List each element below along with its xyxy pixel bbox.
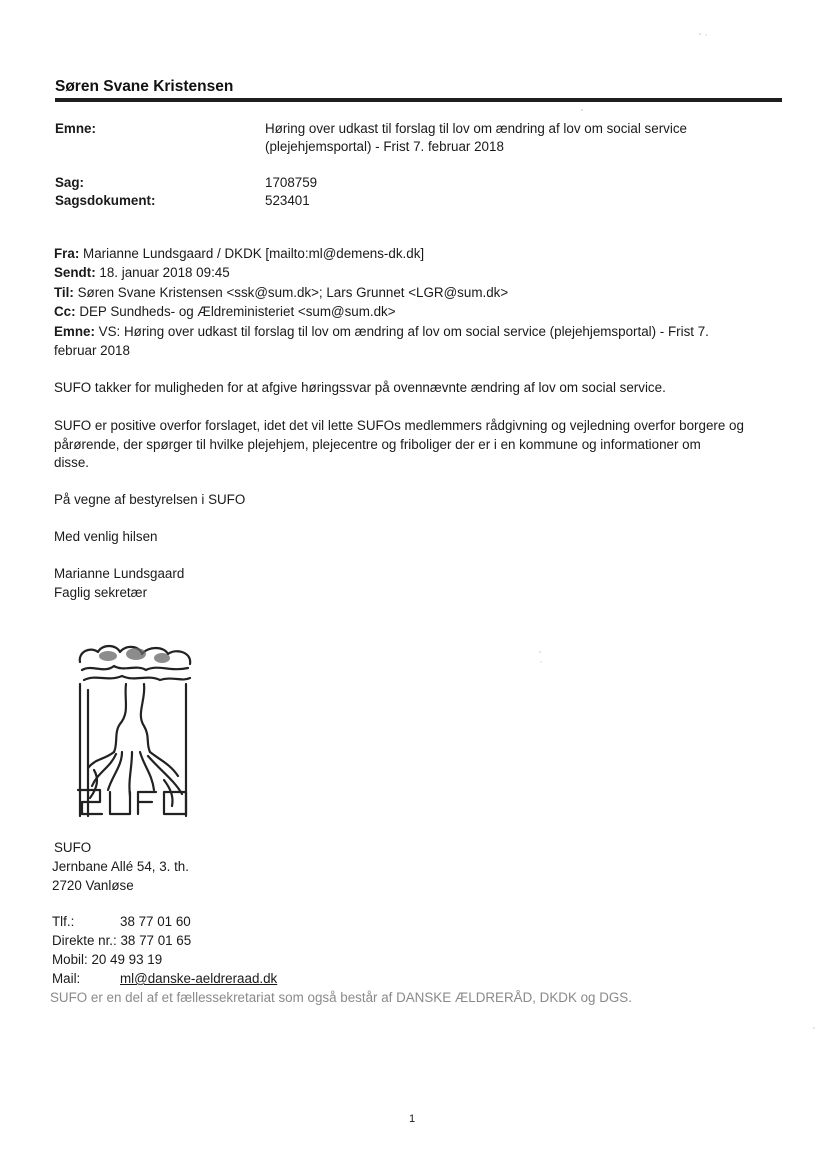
page-number: 1 xyxy=(409,1113,416,1125)
email-sent-label: Sendt: xyxy=(54,265,96,280)
contact-tel-value: 38 77 01 60 xyxy=(120,914,191,929)
meta-subject-line1: Høring over udkast til forslag til lov om ændring af lov om social service xyxy=(265,121,687,136)
logo-wordmark: SUFO xyxy=(136,638,139,639)
email-subject-line2: februar 2018 xyxy=(54,343,130,358)
email-subject-label: Emne: xyxy=(54,324,95,339)
contact-mail-label: Mail: xyxy=(52,971,81,986)
email-to-label: Til: xyxy=(54,285,74,300)
meta-case-value: 1708759 xyxy=(265,175,318,190)
signature-title: Faglig sekretær xyxy=(54,585,148,600)
meta-document-label: Sagsdokument: xyxy=(55,193,156,208)
body-paragraph-1: SUFO takker for muligheden for at afgive høringssvar på ovennævnte ændring af lov om social service. xyxy=(54,380,666,395)
contact-city: 2720 Vanløse xyxy=(52,878,134,893)
contact-mobile: Mobil: 20 49 93 19 xyxy=(52,952,163,967)
meta-case-label: Sag: xyxy=(55,175,85,190)
contact-tel-label: Tlf.: xyxy=(52,914,75,929)
email-sent-value: 18. januar 2018 09:45 xyxy=(99,265,230,280)
email-from-label: Fra: xyxy=(54,246,80,261)
sender-name-heading: Søren Svane Kristensen xyxy=(55,78,234,95)
contact-mail-link[interactable]: ml@danske-aeldreraad.dk xyxy=(120,971,278,986)
email-cc-value: DEP Sundheds- og Ældreministeriet <sum@sum.dk> xyxy=(79,304,396,319)
body-paragraph-3: På vegne af bestyrelsen i SUFO xyxy=(54,492,246,507)
contact-direct: Direkte nr.: 38 77 01 65 xyxy=(52,933,192,948)
meta-subject-label: Emne: xyxy=(55,121,96,136)
signature-name: Marianne Lundsgaard xyxy=(54,566,185,581)
contact-org: SUFO xyxy=(54,840,92,855)
email-cc-label: Cc: xyxy=(54,304,76,319)
secretariat-note: SUFO er en del af et fællessekretariat som også består af DANSKE ÆLDRERÅD, DKDK og DGS. xyxy=(50,990,632,1005)
meta-subject-line2: (plejehjemsportal) - Frist 7. februar 2018 xyxy=(265,139,504,154)
contact-street: Jernbane Allé 54, 3. th. xyxy=(52,859,189,874)
body-paragraph-2-line1: SUFO er positive overfor forslaget, idet det vil lette SUFOs medlemmers rådgivning og vejledning overfor borgere og xyxy=(54,418,744,433)
email-to-value: Søren Svane Kristensen <ssk@sum.dk>; Lars Grunnet <LGR@sum.dk> xyxy=(77,285,509,300)
body-paragraph-2-line2: pårørende, der spørger til hvilke plejehjem, plejecentre og friboliger der er i en kommune og informationer om xyxy=(54,437,701,452)
closing-greeting: Med venlig hilsen xyxy=(54,529,158,544)
email-from-value: Marianne Lundsgaard / DKDK [mailto:ml@demens-dk.dk] xyxy=(83,246,425,261)
body-paragraph-2-line3: disse. xyxy=(54,455,89,470)
email-subject-line1: VS: Høring over udkast til forslag til lov om ændring af lov om social service (plejehjemsportal) - Frist 7. xyxy=(98,324,709,339)
meta-document-value: 523401 xyxy=(265,193,310,208)
